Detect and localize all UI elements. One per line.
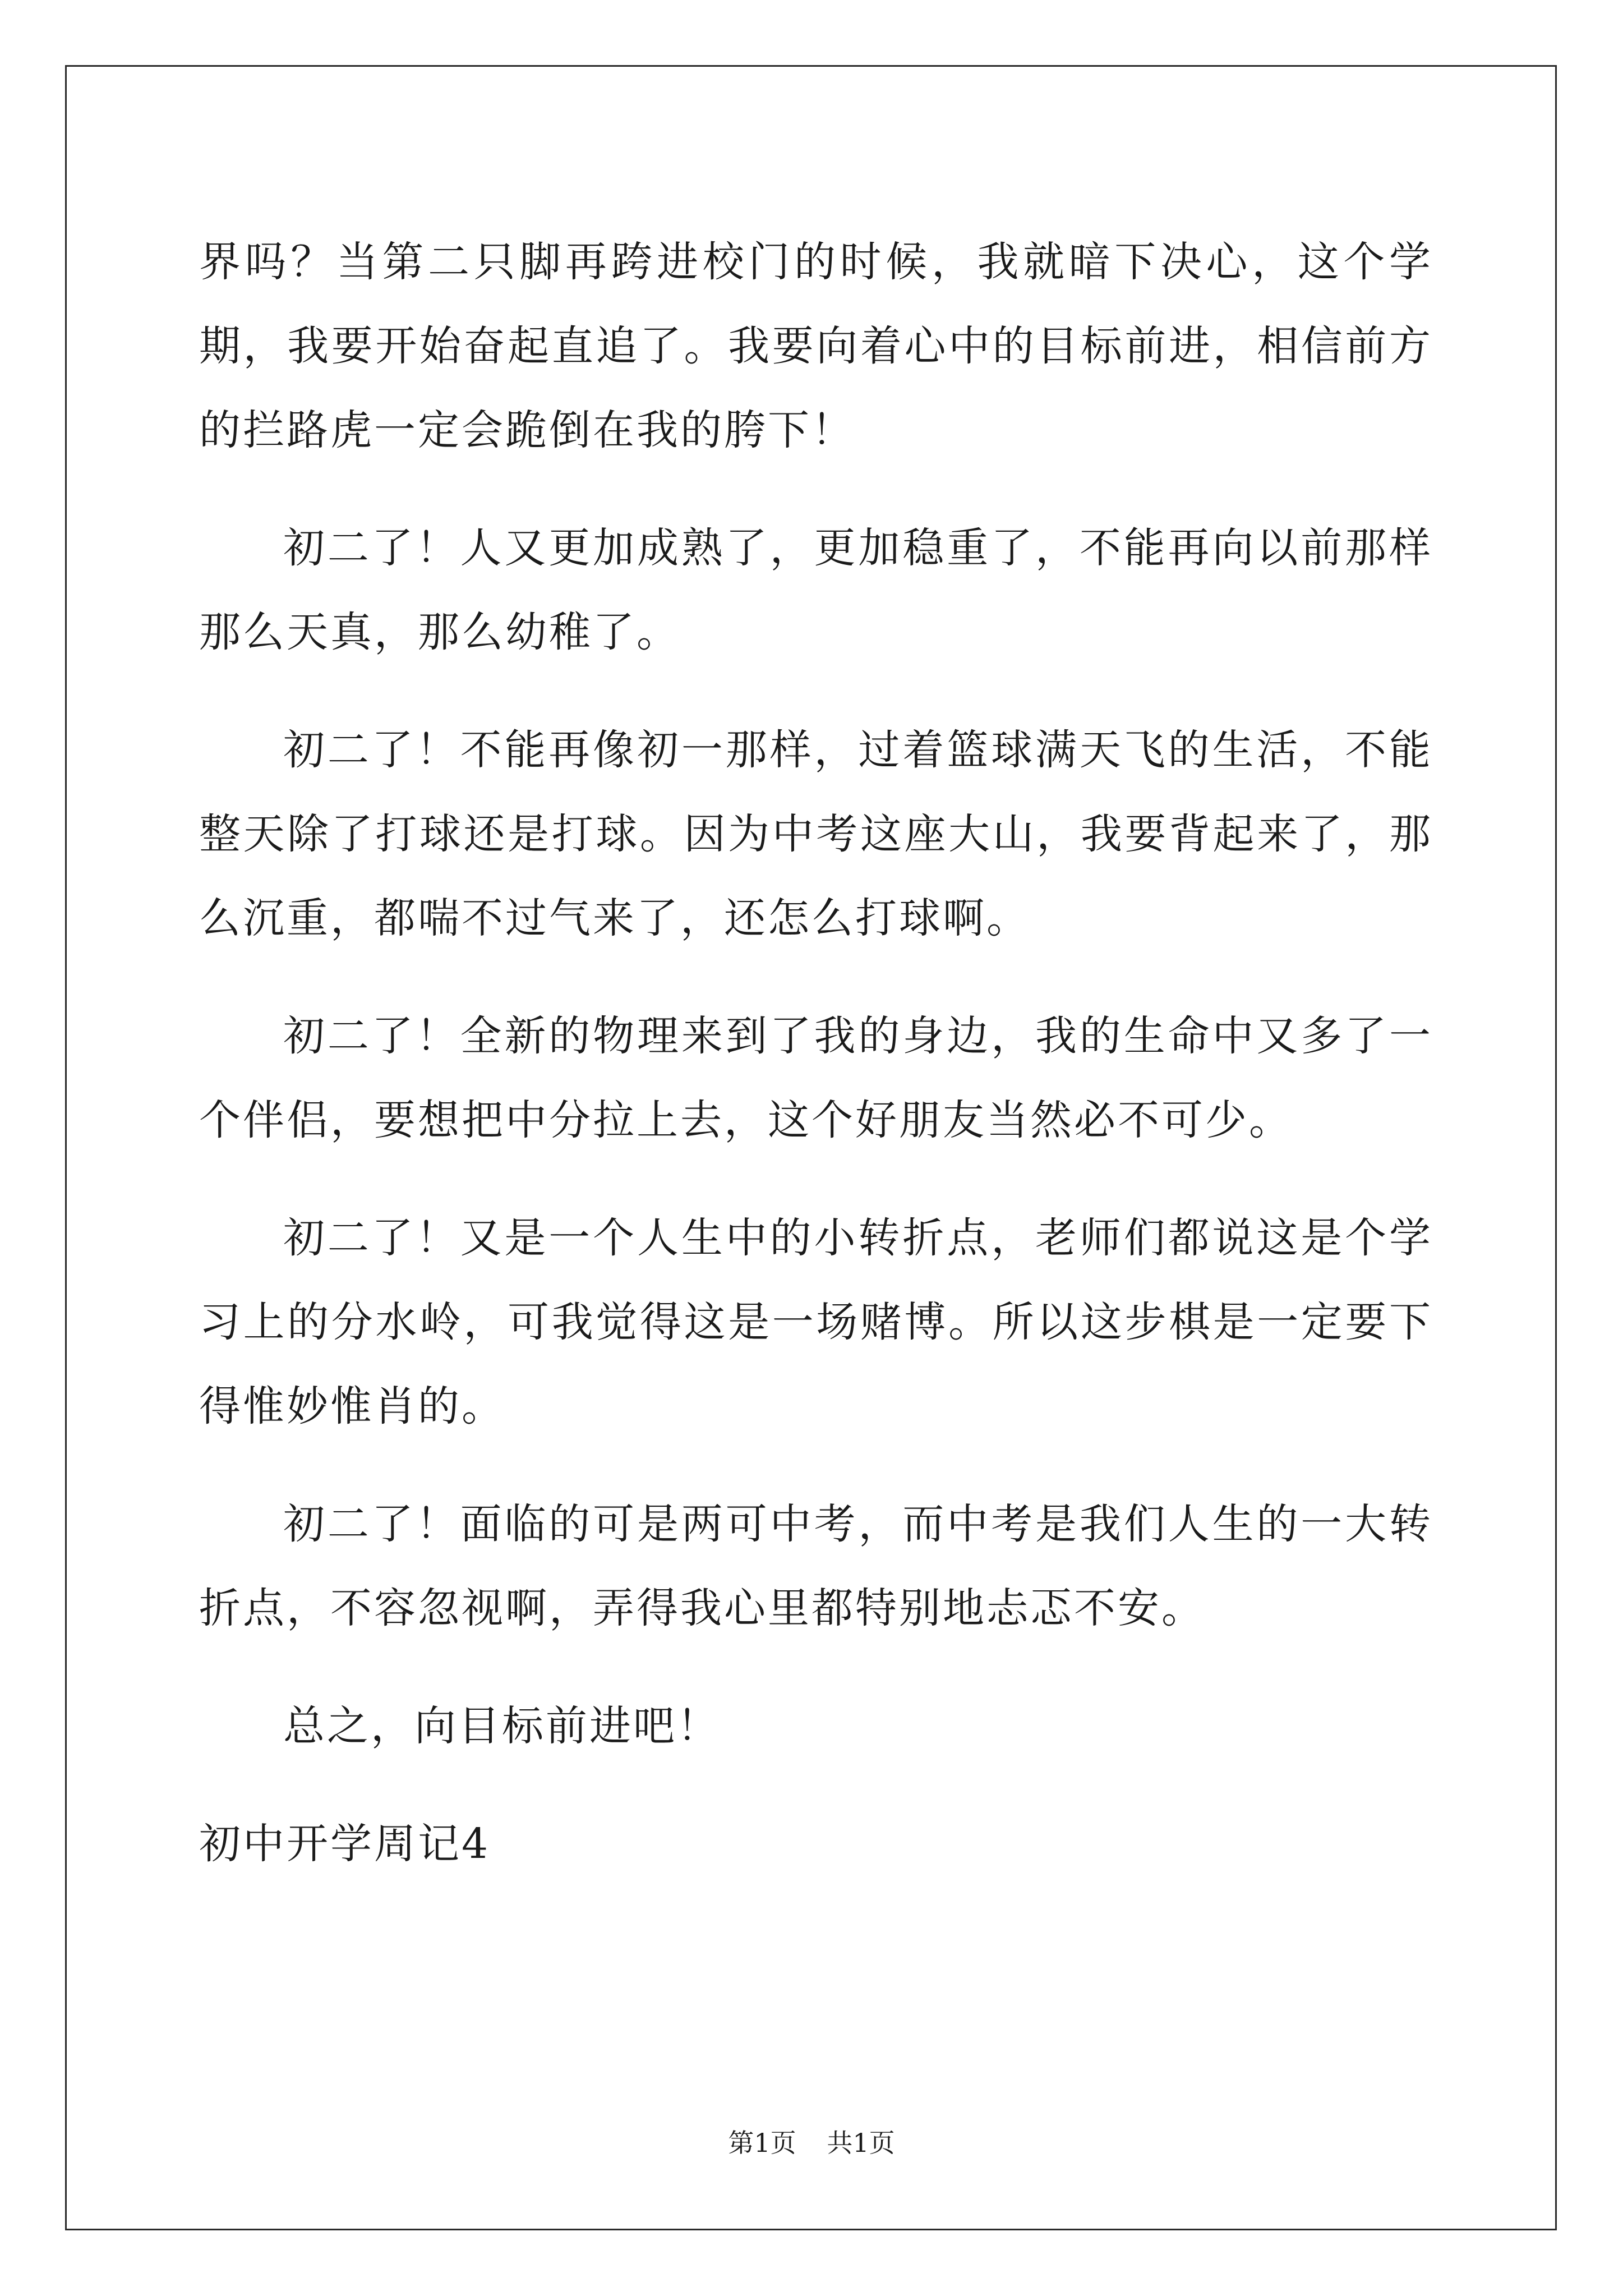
page-number: 第1页 bbox=[728, 2128, 796, 2158]
section-heading: 初中开学周记4 bbox=[199, 1820, 491, 1868]
paragraph-1: 界吗？当第二只脚再跨进校门的时候，我就暗下决心，这个学期，我要开始奋起直追了。我要向着心中的目标前进，相信前方的拦路虎一定会跪倒在我的胯下！ bbox=[199, 238, 1433, 454]
document-body bbox=[199, 220, 1433, 1886]
page-total: 共1页 bbox=[827, 2128, 895, 2158]
page-footer bbox=[0, 2126, 1623, 2160]
paragraph-4: 初二了！全新的物理来到了我的身边，我的生命中又多了一个伴侣，要想把中分拉上去，这个好朋友当然必不可少。 bbox=[199, 1012, 1433, 1144]
paragraph-2: 初二了！人又更加成熟了，更加稳重了，不能再向以前那样那么天真，那么幼稚了。 bbox=[199, 524, 1433, 656]
paragraph-7: 总之，向目标前进吧！ bbox=[283, 1702, 721, 1750]
paragraph-6: 初二了！面临的可是两可中考，而中考是我们人生的一大转折点，不容忽视啊，弄得我心里都特别地忐忑不安。 bbox=[199, 1500, 1433, 1632]
paragraph-3: 初二了！不能再像初一那样，过着篮球满天飞的生活，不能整天除了打球还是打球。因为中考这座大山，我要背起来了，那么沉重，都喘不过气来了，还怎么打球啊。 bbox=[199, 726, 1433, 942]
paragraph-5: 初二了！又是一个人生中的小转折点，老师们都说这是个学习上的分水岭，可我觉得这是一场赌博。所以这步棋是一定要下得惟妙惟肖的。 bbox=[199, 1214, 1433, 1430]
